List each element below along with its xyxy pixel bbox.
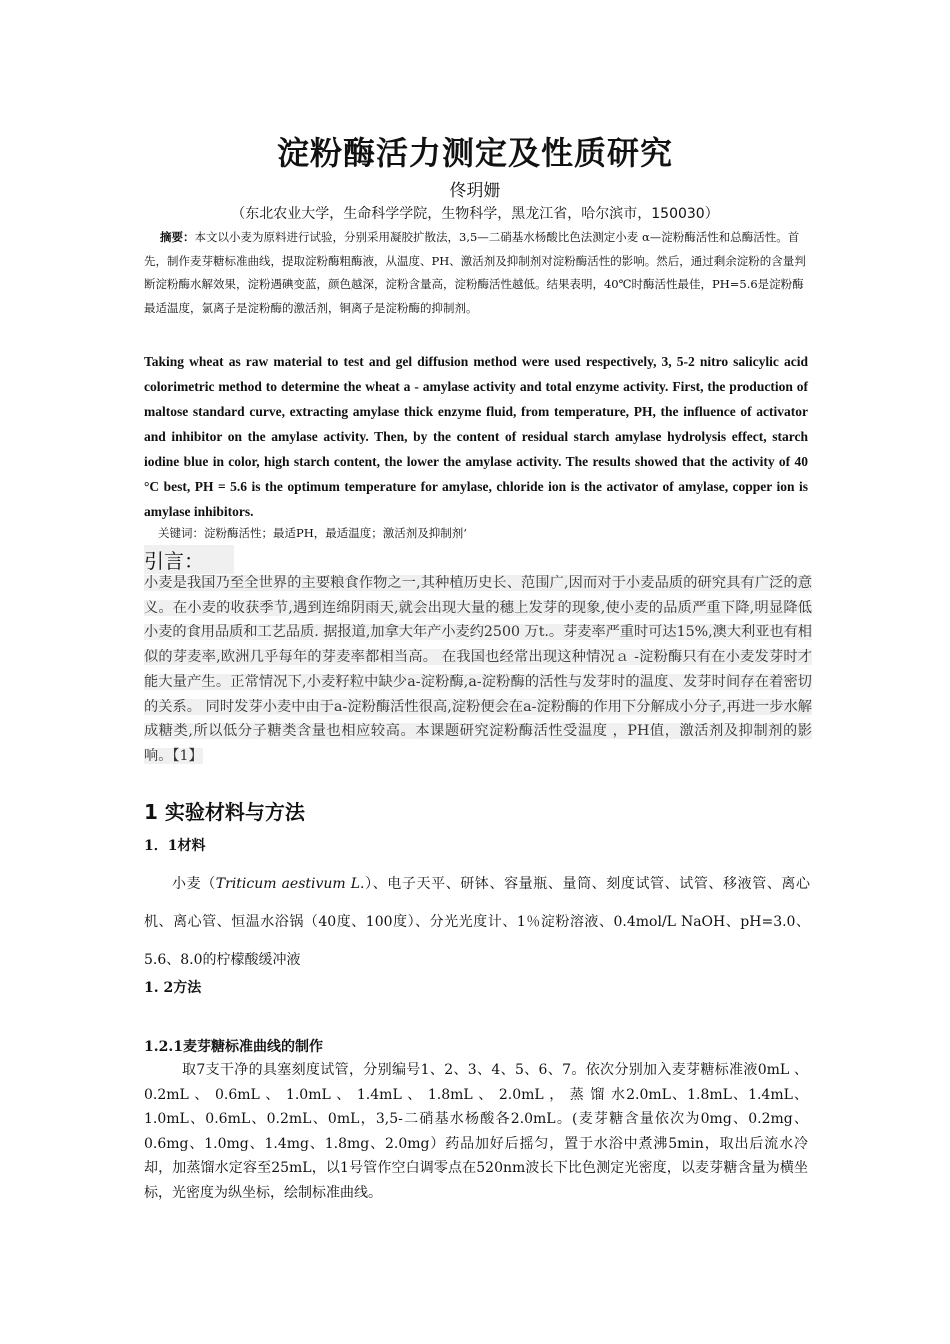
keywords (158, 525, 808, 541)
subsection-1-1-heading: 1．1材料 (144, 838, 206, 854)
keywords-label: 关键词： (158, 526, 204, 540)
abstract-english: Taking wheat as raw material to test and gel diffusion method were used respectively, 3, 5-2 nitro salicylic acid colorimetric method to determine the wheat a - amylase activity and total enzyme activity. First, the production of maltose standard curve, extracting amylase thick enzyme fluid, from temperature, PH, the influence of activator and inhibitor on the amylase activity. Then, by the content of residual starch amylase hydrolysis effect, starch iodine blue in color, high starch content, the lower the amylase activity. The results showed that the activity of 40 °C best, PH = 5.6 is the optimum temperature for amylase, chloride ion is the activator of amylase, copper ion is amylase inhibitors. (144, 354, 808, 519)
intro-paragraph (144, 571, 812, 769)
keywords-text: 淀粉酶活性；最适PH，最适温度；激活剂及抑制剂‘ (204, 526, 467, 540)
author: 佟玥姗 (449, 181, 501, 201)
materials-pre: 小麦（ (172, 876, 216, 892)
materials-paragraph (144, 865, 810, 979)
affiliation: （东北农业大学，生命科学学院，生物科学，黑龙江省，哈尔滨市，150030） (231, 206, 719, 222)
abstract-chinese-text: 本文以小麦为原料进行试验，分别采用凝胶扩散法，3,5—二硝基水杨酸比色法测定小麦 α—淀粉酶活性和总酶活性。首先，制作麦芽糖标准曲线，提取淀粉酶粗酶液，从温度、PH、激活剂及抑制剂对淀粉酶活性的影响。然后，通过剩余淀粉的含量判断淀粉酶水解效果，淀粉遇碘变蓝，颜色越深，淀粉含量高，淀粉酶活性越低。结果表明，40℃时酶活性最佳，PH=5.6是淀粉酶最适温度，氯离子是淀粉酶的激活剂，铜离子是淀粉酶的抑制剂。 (144, 230, 806, 315)
method-paragraph: 取7支干净的具塞刻度试管，分别编号1、2、3、4、5、6、7。依次分别加入麦芽糖标准液0mL 、 0.2mL 、 0.6mL 、 1.0mL 、 1.4mL 、 1.8mL 、 2.0mL ， 蒸 馏 水2.0mL、1.8mL、1.4mL、1.0mL、0.6mL、0.2mL、0mL，3,5-二硝基水杨酸各2.0mL。(麦芽糖含量依次为0mg、0.2mg、0.6mg、1.0mg、1.4mg、1.8mg、2.0mg）药品加好后摇匀，置于水浴中煮沸5min，取出后流水冷却，加蒸馏水定容至25mL，以1号管作空白调零点在520nm波长下比色测定光密度，以麦芽糖含量为横坐标，光密度为纵坐标，绘制标准曲线。 (144, 1062, 808, 1201)
intro-heading: 引言： (144, 545, 234, 574)
intro-text: 小麦是我国乃至全世界的主要粮食作物之一,其种植历史长、范围广,因而对于小麦品质的研究具有广泛的意义。在小麦的收获季节,遇到连绵阴雨天,就会出现大量的穗上发芽的现象,使小麦的品质严重下降,明显降低小麦的食用品质和工艺品质. 据报道,加拿大年产小麦约2500 万t.。芽麦率严重时可达15%,澳大利亚也有相似的芽麦率,欧洲几乎每年的芽麦率都相当高。 在我国也经常出现这种情况ａ -淀粉酶只有在小麦发芽时才能大量产生。正常情况下,小麦籽粒中缺少a-淀粉酶,a-淀粉酶的活性与发芽时的温度、发芽时间存在着密切的关系。 同时发芽小麦中由于a-淀粉酶活性很高,淀粉便会在a-淀粉酶的作用下分解成小分子,再进一步水解成糖类,所以低分子糖类含量也相应较高。本课题研究淀粉酶活性受温度 ，PH值，激活剂及抑制剂的影响。【1】 (144, 575, 812, 764)
section-1-heading: 1 实验材料与方法 (144, 800, 305, 824)
subsection-1-2-heading: 1. 2方法 (144, 980, 202, 996)
latin-name: Triticum aestivum L. (215, 876, 365, 892)
abstract-chinese (144, 226, 808, 320)
paper-title: 淀粉酶活力测定及性质研究 (276, 134, 673, 172)
abstract-label: 摘要： (160, 230, 195, 244)
subsection-1-2-1-heading: 1.2.1麦芽糖标准曲线的制作 (144, 1039, 323, 1055)
materials-list: ）、电子天平、研钵、容量瓶、量筒、刻度试管、试管、移液管、离心机、离心管、恒温水浴锅（40度、100度）、分光光度计、1％淀粉溶液、0.4mol/L NaOH、pH=3.0、5.6、8.0的柠檬酸缓冲液 (144, 876, 811, 968)
